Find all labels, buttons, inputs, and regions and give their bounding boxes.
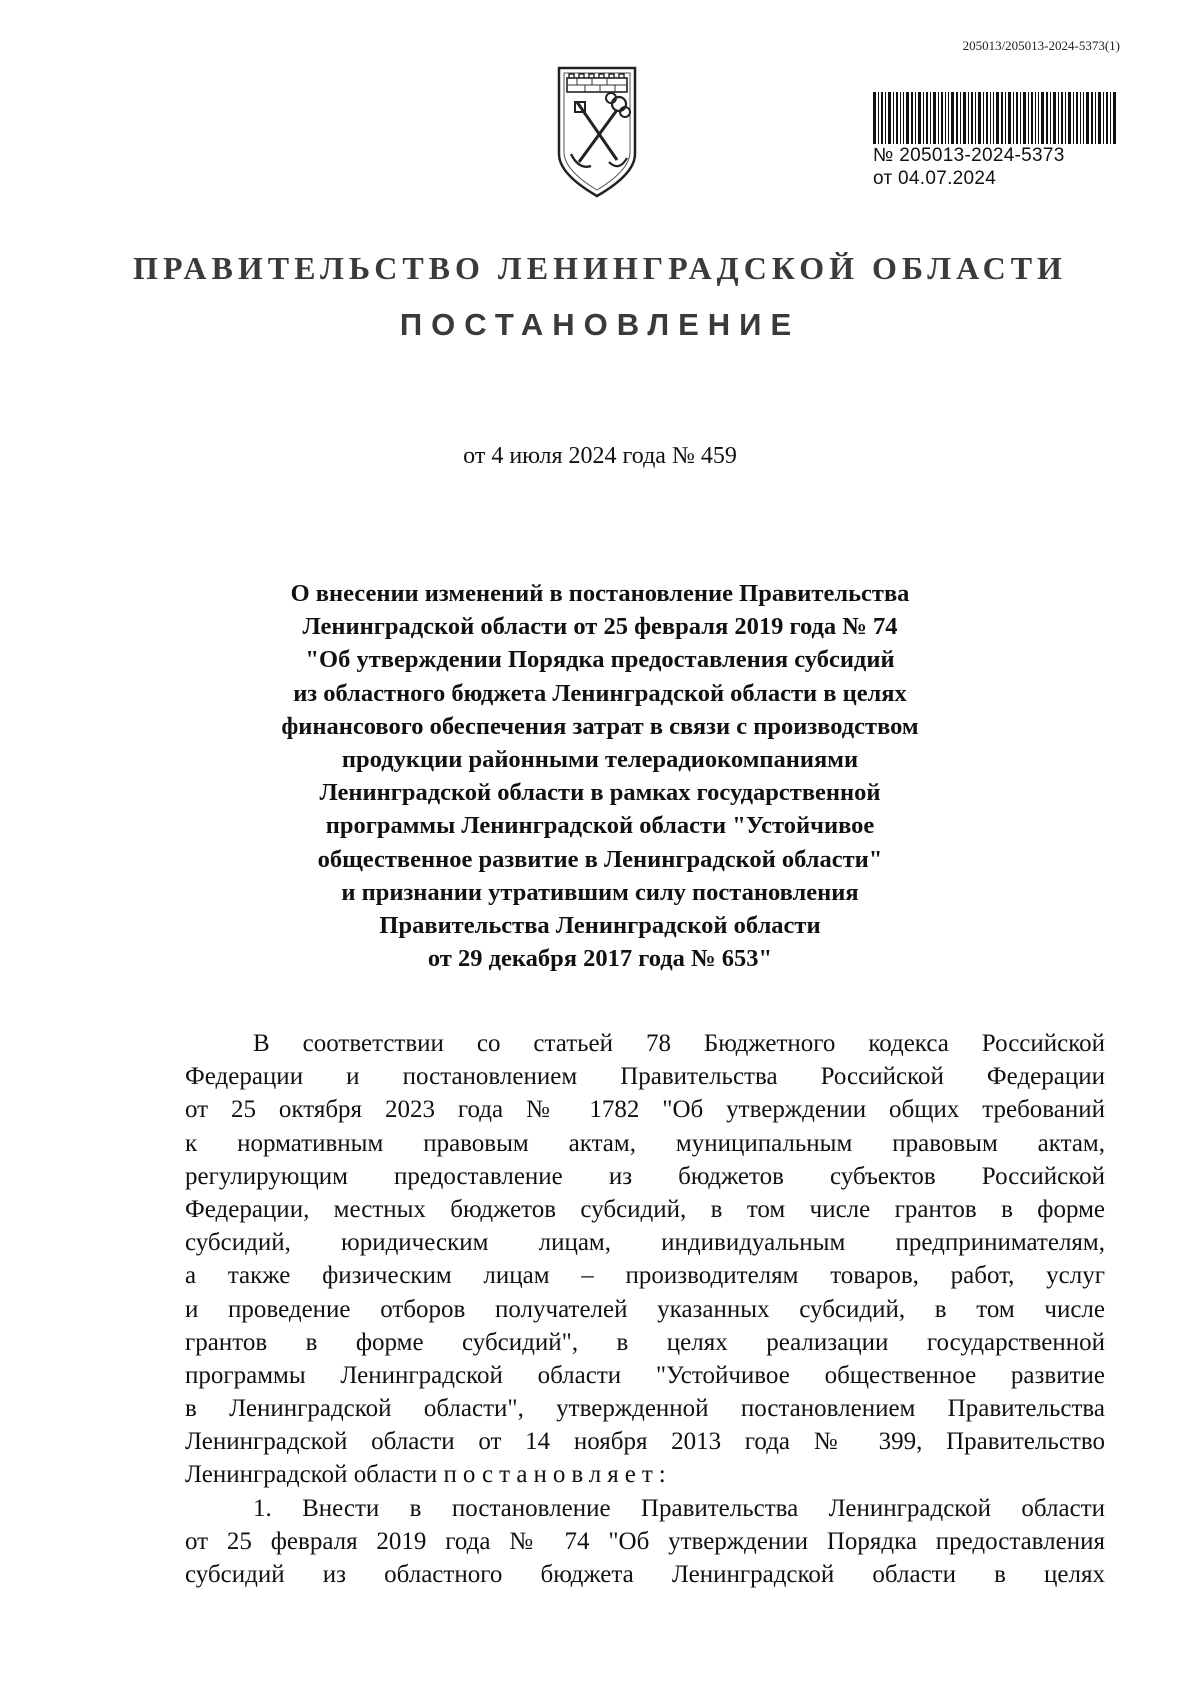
coat-of-arms-icon — [555, 62, 639, 202]
body-line: от 25 октября 2023 года № 1782 "Об утверждении общих требований — [185, 1096, 1105, 1124]
body-line: грантов в форме субсидий", в целях реализации государственной — [185, 1328, 1105, 1356]
registration-number: № 205013-2024-5373 — [873, 145, 1065, 166]
subject-line: "Об утверждении Порядка предоставления субсидий — [305, 646, 895, 674]
body-line: к нормативным правовым актам, муниципальным правовым актам, — [185, 1129, 1105, 1157]
subject-line: Правительства Ленинградской области — [379, 912, 821, 940]
body-line: субсидий из областного бюджета Ленинградской области в целях — [185, 1561, 1105, 1588]
subject-line: и признании утратившим силу постановления — [341, 878, 859, 906]
document-date-number: от 4 июля 2024 года № 459 — [463, 443, 737, 469]
body-line: в Ленинградской области", утвержденной постановлением Правительства — [185, 1395, 1105, 1423]
subject-line: программы Ленинградской области "Устойчивое — [325, 812, 875, 840]
subject-line: Ленинградской области от 25 февраля 2019 года № 74 — [302, 613, 898, 641]
decree-word: постановляет: — [443, 1461, 672, 1489]
organization-title: ПРАВИТЕЛЬСТВО ЛЕНИНГРАДСКОЙ ОБЛАСТИ — [133, 250, 1067, 286]
subject-line: О внесении изменений в постановление Правительства — [290, 580, 910, 607]
body-line: от 25 февраля 2019 года № 74 "Об утверждении Порядка предоставления — [185, 1527, 1105, 1555]
body-line: Ленинградской области от 14 ноября 2013 года № 399, Правительство — [185, 1428, 1105, 1456]
subject-line: финансового обеспечения затрат в связи с производством — [281, 712, 919, 740]
document-type-title: ПОСТАНОВЛЕНИЕ — [399, 307, 801, 342]
body-line: регулирующим предоставление из бюджетов субъектов Российской — [185, 1162, 1105, 1190]
barcode-icon — [873, 92, 1118, 144]
body-line: субсидий, юридическим лицам, индивидуальным предпринимателям, — [185, 1229, 1105, 1257]
body-line: Федерации, местных бюджетов субсидий, в том числе грантов в форме — [185, 1195, 1105, 1223]
body-line: а также физическим лицам – производителям товаров, работ, услуг — [185, 1262, 1105, 1290]
registration-stamp — [873, 92, 1123, 190]
subject-line: общественное развитие в Ленинградской области" — [317, 845, 883, 873]
body-line: Федерации и постановлением Правительства Российской Федерации — [185, 1063, 1105, 1091]
body-line-decree — [185, 1458, 1105, 1491]
body-line: и проведение отборов получателей указанных субсидий, в том числе — [185, 1295, 1105, 1323]
subject-line: продукции районными телерадиокомпаниями — [341, 746, 859, 774]
body-line: 1. Внести в постановление Правительства Ленинградской области — [253, 1494, 1105, 1522]
registration-date: от 04.07.2024 — [873, 168, 997, 189]
body-line: программы Ленинградской области "Устойчивое общественное развитие — [185, 1361, 1105, 1389]
subject-line: из областного бюджета Ленинградской области в целях — [293, 679, 907, 707]
document-reference-code: 205013/205013-2024-5373(1) — [962, 38, 1120, 53]
body-line-text: Ленинградской области — [185, 1461, 438, 1489]
document-body — [185, 1027, 1105, 1591]
document-subject — [200, 577, 1000, 975]
subject-line: от 29 декабря 2017 года № 653" — [427, 945, 773, 973]
body-line: В соответствии со статьей 78 Бюджетного кодекса Российской — [253, 1030, 1105, 1057]
subject-line: Ленинградской области в рамках государственной — [319, 779, 881, 807]
